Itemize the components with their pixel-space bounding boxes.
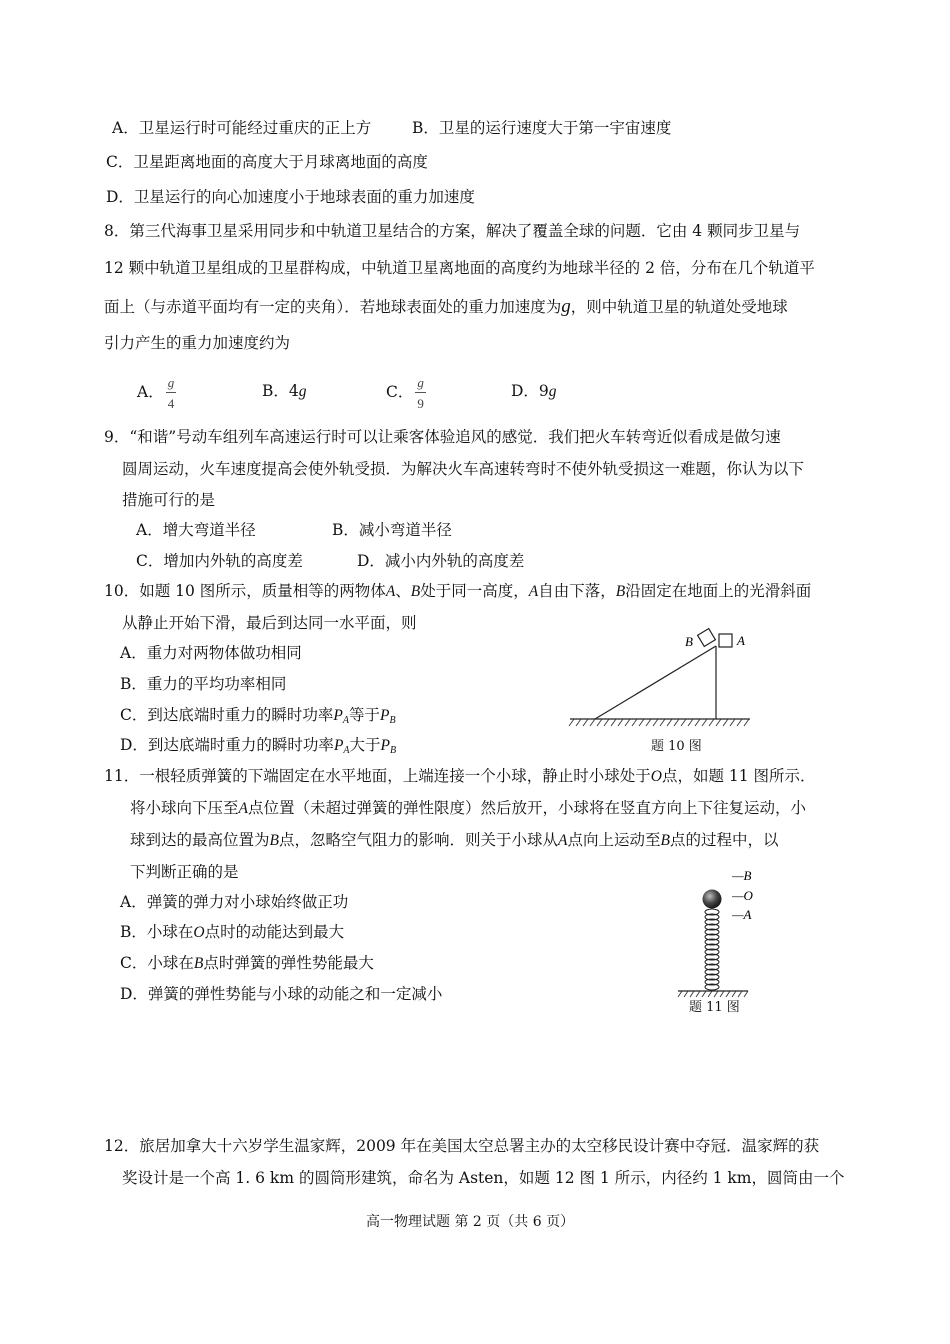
q8-line-1: 8．第三代海事卫星采用同步和中轨道卫星结合的方案，解决了覆盖全球的问题．它由 4 颗同步卫星与 [104,222,801,240]
q8-line-2: 12 颗中轨道卫星组成的卫星群构成，中轨道卫星离地面的高度约为地球半径的 2 倍，分布在几个轨道平 [104,259,815,277]
q12-line-1: 12．旅居加拿大十六岁学生温家辉，2009 年在美国太空总署主办的太空移民设计赛中夺冠．温家辉的获 [104,1137,820,1155]
figure-10-label-a: A [737,633,745,648]
q11-option-d: D．弹簧的弹性势能与小球的动能之和一定减小 [120,985,443,1003]
q11-line-3: 球到达的最高位置为B点，忽略空气阻力的影响．则关于小球从A点向上运动至B点的过程中，以 [130,831,779,849]
q12-line-2: 奖设计是一个高 1. 6 km 的圆筒形建筑，命名为 Asten，如题 12 图 1 所示，内径约 1 km，圆筒由一个 [122,1169,845,1187]
q9-option-c: C．增加内外轨的高度差 [136,552,303,570]
q10-line-2: 从静止开始下滑，最后到达同一水平面，则 [122,614,417,632]
q7-option-d: D．卫星运行的向心加速度小于地球表面的重力加速度 [106,188,475,206]
q11-option-a: A．弹簧的弹力对小球始终做正功 [120,893,349,911]
q8-line-4: 引力产生的重力加速度约为 [104,334,291,352]
figure-11-marker-b: —B [732,868,752,883]
q8-option-d: D．9g [511,382,557,400]
q11-option-c: C．小球在B点时弹簧的弹性势能最大 [120,954,374,972]
q11-line-1: 11．一根轻质弹簧的下端固定在水平地面，上端连接一个小球，静止时小球处于O点，如题 11 图所示． [104,767,816,785]
figure-10-incline [560,622,760,732]
q7-option-b: B．卫星的运行速度大于第一宇宙速度 [412,119,672,137]
q8-option-a: A． $\frac{g}{4}$ [137,375,175,411]
q7-option-c: C．卫星距离地面的高度大于月球离地面的高度 [106,153,428,171]
figure-10-label-b: B [685,634,693,649]
page-footer: 高一物理试题 第 2 页（共 6 页） [366,1214,575,1230]
q10-option-d: D．到达底端时重力的瞬时功率$P_A$大于$P_B$ [120,736,397,756]
figure-11-caption: 题 11 图 [689,1000,740,1015]
q10-option-b: B．重力的平均功率相同 [120,675,287,693]
q9-line-2: 圆周运动，火车速度提高会使外轨受损．为解决火车高速转弯时不使外轨受损这一难题，你认为以下 [122,460,805,478]
q9-option-d: D．减小内外轨的高度差 [357,552,525,570]
figure-11-marker-a: —A [732,907,752,922]
q8-option-b: B．4g [262,382,307,400]
q8-line-3: 面上（与赤道平面均有一定的夹角）．若地球表面处的重力加速度为g，则中轨道卫星的轨道处受地球 [104,296,788,317]
q10-option-c: C．到达底端时重力的瞬时功率$P_A$等于$P_B$ [120,706,396,726]
q9-line-3: 措施可行的是 [122,491,216,509]
q9-line-1: 9．“和谐”号动车组列车高速运行时可以让乘客体验追风的感觉．我们把火车转弯近似看成是做匀速 [104,428,781,446]
q9-option-b: B．减小弯道半径 [332,521,452,539]
q8-option-c: C． $\frac{g}{9}$ [386,375,424,411]
q9-option-a: A．增大弯道半径 [136,521,256,539]
figure-10-caption: 题 10 图 [651,739,702,754]
q10-line-1: 10．如题 10 图所示，质量相等的两物体A、B处于同一高度，A自由下落，B沿固定在地面上的光滑斜面 [104,582,812,600]
q11-line-2: 将小球向下压至A点位置（未超过弹簧的弹性限度）然后放开，小球将在竖直方向上下往复运动，小 [130,799,806,817]
q10-option-a: A．重力对两物体做功相同 [120,644,302,662]
q11-option-b: B．小球在O点时的动能达到最大 [120,923,345,941]
figure-11-spring [670,862,780,1002]
q11-line-4: 下判断正确的是 [130,863,239,881]
figure-11-marker-o: —O [732,888,753,903]
q7-option-a: A．卫星运行时可能经过重庆的正上方 [112,119,372,137]
